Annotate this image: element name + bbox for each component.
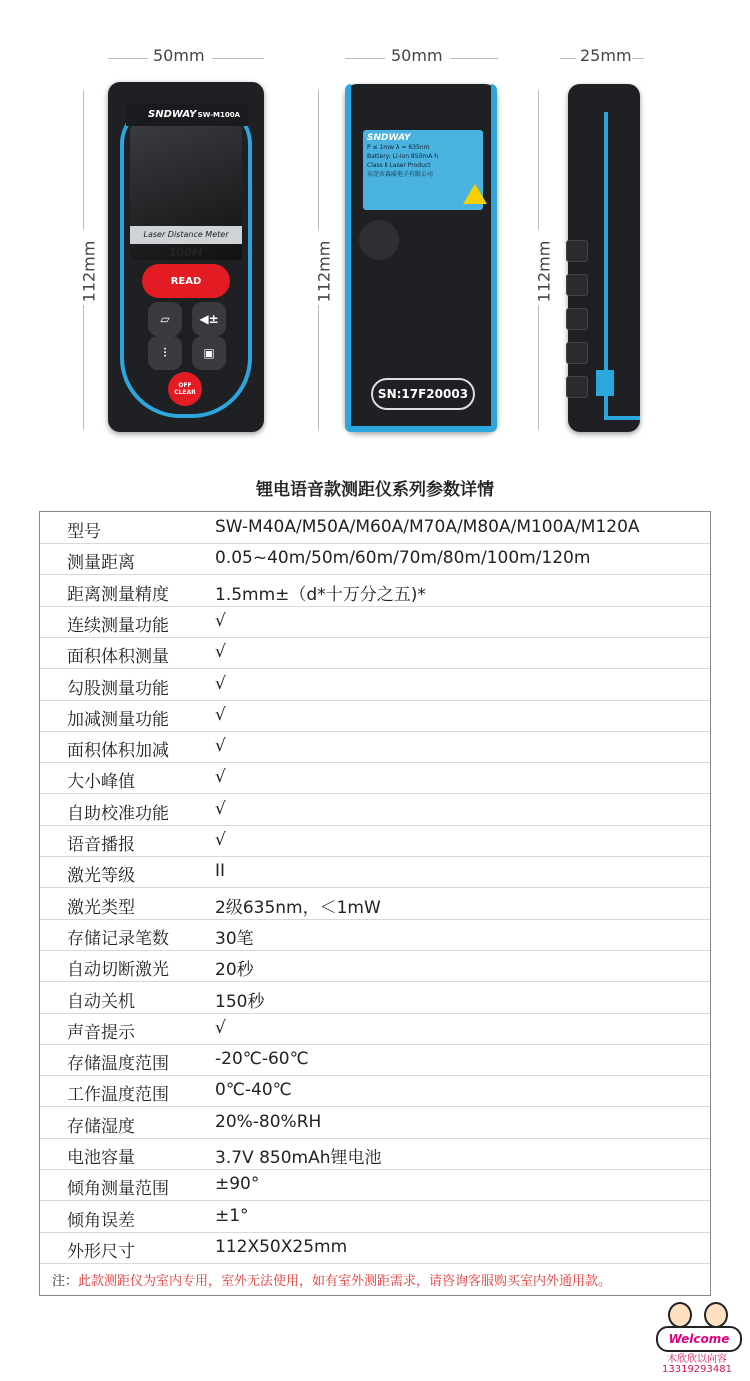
table-row <box>40 856 710 888</box>
row-key: 自助校准功能 <box>67 803 169 824</box>
table-row <box>40 731 710 763</box>
row-key: 倾角测量范围 <box>67 1179 169 1200</box>
row-key: 倾角误差 <box>67 1210 135 1231</box>
dim-line <box>538 305 539 430</box>
row-value: 0℃-40℃ <box>215 1080 292 1101</box>
table-row <box>40 982 710 1014</box>
table-row <box>40 512 710 544</box>
row-value: II <box>215 861 226 882</box>
row-key: 自动切断激光 <box>67 960 169 981</box>
units-icon: ⫶ <box>148 336 182 370</box>
front-width-label: 50mm <box>153 46 205 65</box>
note-prefix: 注： <box>52 1274 79 1289</box>
row-key: 电池容量 <box>67 1148 135 1168</box>
table-row <box>40 669 710 701</box>
dim-line <box>538 90 539 230</box>
row-key: 存储湿度 <box>67 1116 135 1137</box>
row-key: 存储温度范围 <box>67 1054 169 1075</box>
side-button <box>566 274 588 296</box>
row-value: ±90° <box>215 1174 260 1195</box>
row-key: 存储记录笔数 <box>67 928 169 949</box>
side-button <box>566 342 588 364</box>
row-value: 20秒 <box>215 960 254 981</box>
row-value: 150秒 <box>215 991 265 1012</box>
device-label-range: 100M <box>169 246 203 259</box>
serial-number: SN:17F20003 <box>371 378 475 410</box>
side-grip <box>596 370 614 396</box>
table-row <box>40 575 710 607</box>
table-row <box>40 1075 710 1107</box>
row-value: √ <box>215 673 226 694</box>
dim-line <box>632 58 644 59</box>
spec-table <box>39 511 711 1296</box>
row-key: 面积体积加减 <box>67 741 169 762</box>
row-value: √ <box>215 1017 226 1038</box>
table-row <box>40 888 710 920</box>
row-value: √ <box>215 704 226 725</box>
row-value: -20℃-60℃ <box>215 1049 309 1070</box>
cartoon-face-icon <box>668 1302 692 1328</box>
shop-phone: 13319293481 <box>662 1364 732 1375</box>
dim-line <box>450 58 498 59</box>
side-button <box>566 308 588 330</box>
shop-name: 木欣欣以向容 <box>667 1354 727 1365</box>
row-key: 声音提示 <box>67 1022 135 1043</box>
table-row <box>40 825 710 857</box>
table-row <box>40 950 710 982</box>
back-width-label: 50mm <box>391 46 443 65</box>
device-front-view <box>108 82 264 432</box>
speaker-grille-icon <box>359 220 399 260</box>
dim-line <box>345 58 385 59</box>
table-row <box>40 1107 710 1139</box>
dim-line <box>83 90 84 230</box>
sticker-line: Battery: Li-ion 850mA h <box>367 153 439 160</box>
row-key: 面积体积测量 <box>67 647 169 668</box>
sticker-line: 东莞市森威电子有限公司 <box>367 171 434 178</box>
row-key: 激光类型 <box>67 897 135 918</box>
row-value: 30笔 <box>215 928 254 949</box>
volume-plus-icon: ◀± <box>192 302 226 336</box>
device-top-strip <box>126 104 248 126</box>
row-value: √ <box>215 767 226 788</box>
device-label-text: Laser Distance Meter <box>143 230 229 239</box>
table-row <box>40 762 710 794</box>
row-key: 自动关机 <box>67 991 135 1012</box>
back-blue-edge <box>491 84 497 432</box>
table-row <box>40 919 710 951</box>
sticker-line: Class Ⅱ Laser Product <box>367 162 431 169</box>
laser-warning-icon <box>463 184 487 204</box>
side-blue-strip <box>604 416 640 420</box>
row-value: 0.05~40m/50m/60m/70m/80m/100m/120m <box>215 548 591 569</box>
device-back-view <box>345 84 497 432</box>
back-blue-edge <box>345 426 497 432</box>
side-width-label: 25mm <box>580 46 632 65</box>
row-key: 大小峰值 <box>67 772 135 793</box>
device-brand: SNDWAY <box>148 109 197 120</box>
device-label <box>130 226 242 259</box>
device-side-view <box>568 84 640 432</box>
side-button <box>566 240 588 262</box>
table-row <box>40 1013 710 1045</box>
row-key: 勾股测量功能 <box>67 678 169 699</box>
dim-line <box>560 58 576 59</box>
table-row <box>40 794 710 826</box>
cartoon-face-icon <box>704 1302 728 1328</box>
dim-line <box>318 305 319 430</box>
note-text: 此款测距仪为室内专用，室外无法使用，如有室外测距需求，请咨询客服购买室内外通用款。 <box>78 1274 612 1289</box>
clear-label: CLEAR <box>174 389 196 396</box>
table-row <box>40 1044 710 1076</box>
shop-watermark <box>652 1296 742 1378</box>
table-title: 锂电语音款测距仪系列参数详情 <box>256 480 494 500</box>
table-row <box>40 1138 710 1170</box>
row-value: √ <box>215 798 226 819</box>
row-value: 1.5mm±（d*十万分之五)* <box>215 584 426 605</box>
dim-line <box>318 90 319 230</box>
row-value: 3.7V 850mAh锂电池 <box>215 1148 382 1168</box>
row-key: 连续测量功能 <box>67 615 169 636</box>
device-model: SW-M100A <box>197 111 240 119</box>
table-row <box>40 1169 710 1201</box>
table-note <box>52 1270 611 1289</box>
row-key: 激光等级 <box>67 866 135 887</box>
row-value: ±1° <box>215 1205 249 1226</box>
sticker-line: P ≤ 1mw λ = 635nm <box>367 144 430 151</box>
area-mode-icon: ▱ <box>148 302 182 336</box>
row-key: 加减测量功能 <box>67 709 169 730</box>
off-clear-button <box>168 372 202 406</box>
table-row <box>40 606 710 638</box>
row-value: 2级635nm，＜1mW <box>215 897 381 918</box>
save-icon: ▣ <box>192 336 226 370</box>
back-blue-edge <box>345 84 351 432</box>
row-key: 工作温度范围 <box>67 1085 169 1106</box>
row-key: 语音播报 <box>67 835 135 855</box>
row-key: 外形尺寸 <box>67 1241 135 1262</box>
table-row <box>40 1232 710 1264</box>
table-row <box>40 543 710 575</box>
back-height-label: 112mm <box>314 240 334 303</box>
read-button: READ <box>142 264 230 298</box>
row-value: √ <box>215 830 226 850</box>
table-row <box>40 1201 710 1233</box>
row-value: 20%-80%RH <box>215 1111 322 1132</box>
welcome-badge: Welcome <box>656 1326 742 1352</box>
row-value: √ <box>215 642 226 663</box>
row-key: 型号 <box>67 522 101 542</box>
dim-line <box>212 58 264 59</box>
off-label: OFF <box>178 382 192 389</box>
table-row <box>40 637 710 669</box>
row-value: SW-M40A/M50A/M60A/M70A/M80A/M100A/M120A <box>215 517 640 537</box>
side-height-label: 112mm <box>534 240 554 303</box>
row-key: 测量距离 <box>67 553 135 574</box>
row-value: √ <box>215 736 226 757</box>
side-button <box>566 376 588 398</box>
dim-line <box>108 58 148 59</box>
sticker-brand: SNDWAY <box>367 133 411 143</box>
table-row <box>40 700 710 732</box>
dim-line <box>83 305 84 430</box>
row-value: √ <box>215 610 226 631</box>
row-key: 距离测量精度 <box>67 584 169 605</box>
front-height-label: 112mm <box>79 240 99 303</box>
row-value: 112X50X25mm <box>215 1236 348 1257</box>
